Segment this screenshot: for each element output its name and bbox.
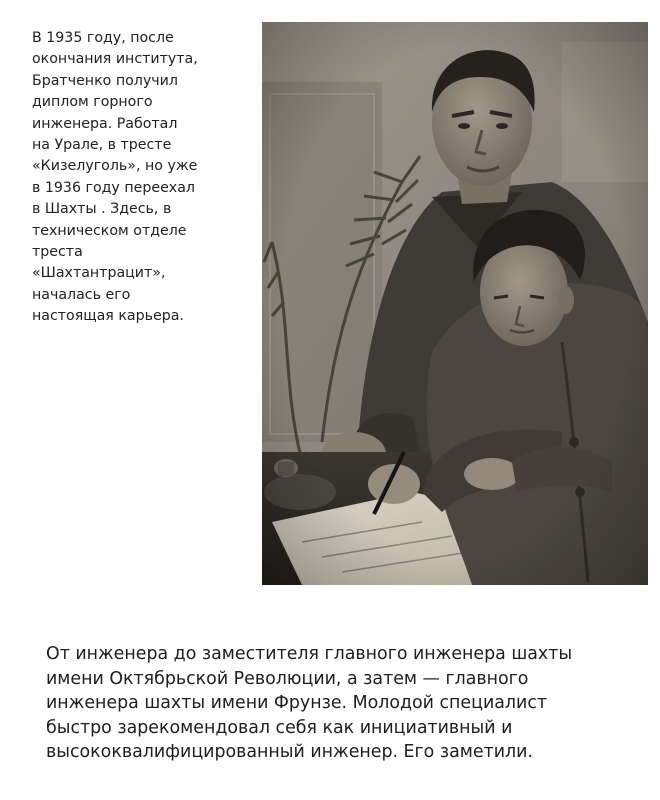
side-paragraph-line: В 1935 году, после: [32, 30, 174, 46]
archival-photo-icon: [262, 22, 648, 585]
side-paragraph-line: настоящая карьера.: [32, 308, 184, 325]
bottom-paragraph: [46, 642, 646, 765]
side-paragraph-line: на Урале, в тресте: [32, 137, 172, 154]
side-paragraph-line: в Шахты . Здесь, в: [32, 201, 172, 218]
bottom-paragraph-line: высококвалифицированный инженер. Его заметили.: [46, 742, 533, 763]
side-paragraph-line: техническом отделе: [32, 222, 187, 239]
side-paragraph-line: треста: [32, 244, 83, 261]
side-paragraph: [32, 28, 232, 328]
side-paragraph-line: началась его: [32, 286, 131, 303]
bottom-paragraph-line: имени Октябрьской Революции, а затем — главного: [46, 668, 529, 689]
archival-photo: [262, 22, 648, 585]
side-paragraph-line: «Кизелуголь», но уже: [32, 158, 198, 175]
side-paragraph-line: «Шахтантрацит»,: [32, 265, 166, 282]
side-paragraph-line: в 1936 году переехал: [32, 179, 195, 196]
side-paragraph-line: инженера. Работал: [32, 115, 178, 132]
bottom-paragraph-line: быстро зарекомендовал себя как инициативный и: [46, 717, 513, 738]
side-paragraph-line: Братченко получил: [32, 72, 178, 89]
side-paragraph-line: окончания института,: [32, 51, 198, 68]
side-paragraph-line: диплом горного: [32, 94, 153, 111]
bottom-paragraph-line: инженера шахты имени Фрунзе. Молодой специалист: [46, 693, 548, 714]
bottom-paragraph-line: От инженера до заместителя главного инженера шахты: [46, 644, 573, 664]
